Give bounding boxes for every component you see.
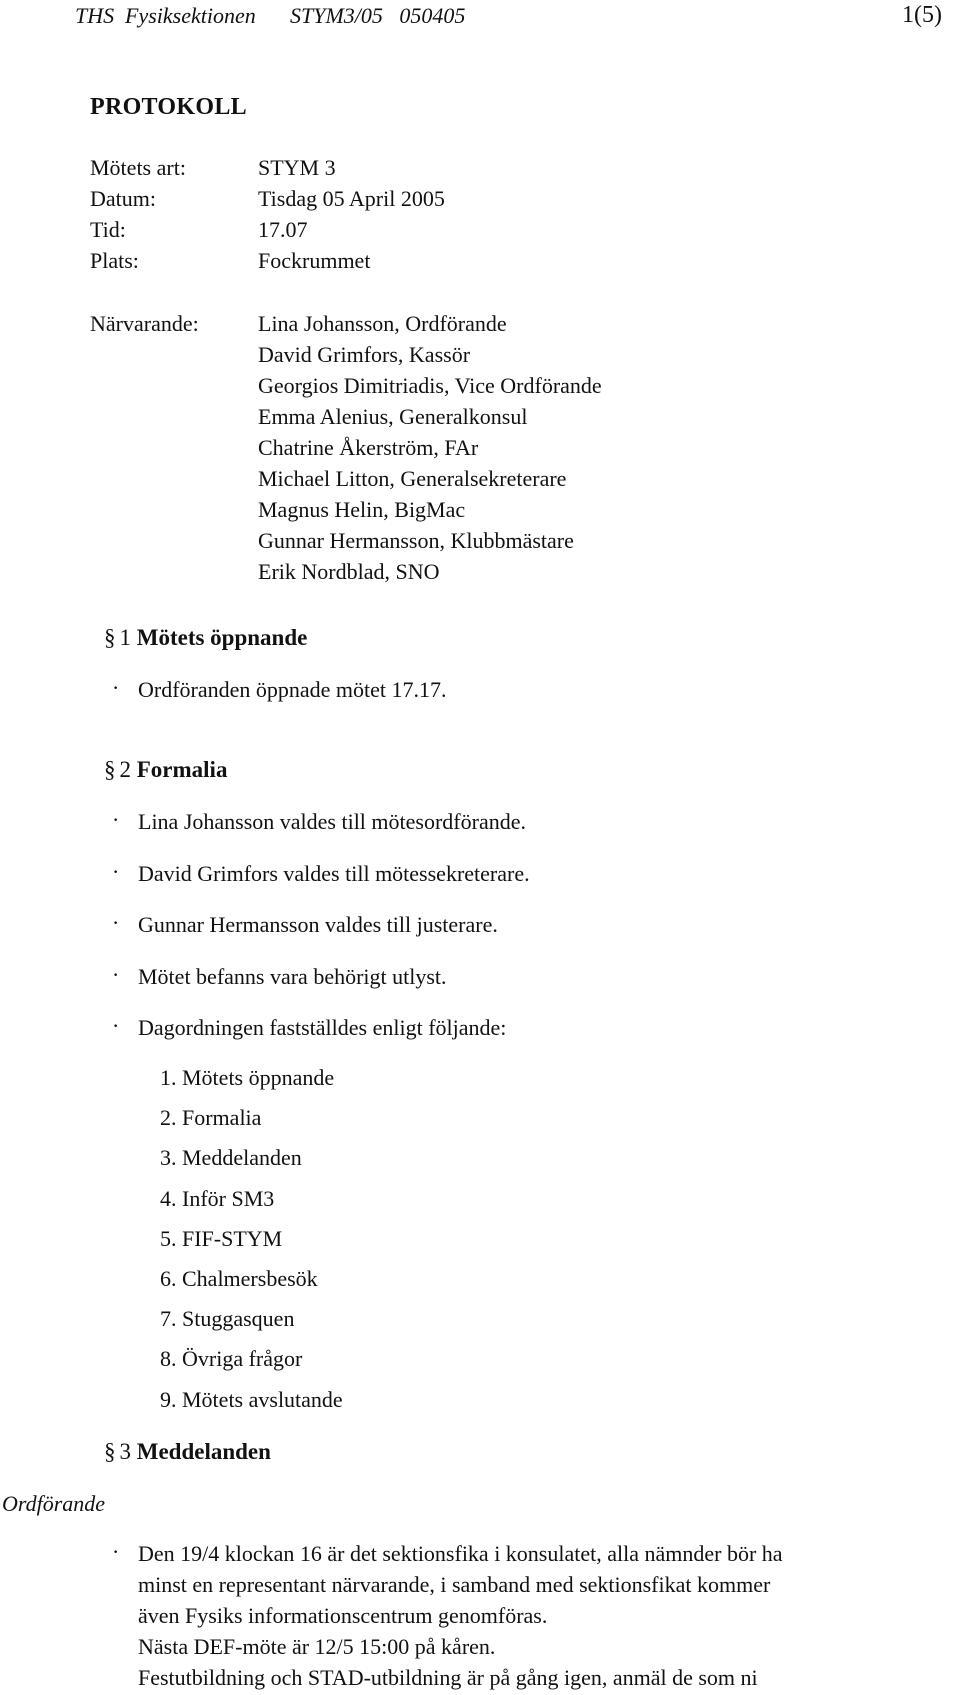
bullet-dot: · bbox=[112, 1539, 120, 1564]
paragraph-line: även Fysiks informationscentrum genomföras. bbox=[138, 1603, 548, 1628]
meta-label: Datum: bbox=[90, 186, 156, 211]
section-number: 1 bbox=[119, 625, 131, 650]
agenda-item: 6. Chalmersbesök bbox=[160, 1265, 318, 1291]
bullet-dot: · bbox=[112, 675, 120, 700]
paragraph-line: minst en representant närvarande, i samband med sektionsfikat kommer bbox=[138, 1572, 771, 1597]
section-title: Meddelanden bbox=[136, 1439, 271, 1464]
attendee: Michael Litton, Generalsekreterare bbox=[258, 466, 567, 491]
attendee: Erik Nordblad, SNO bbox=[258, 559, 440, 584]
meta-label: Mötets art: bbox=[90, 155, 186, 180]
header-page-number: 1(5) bbox=[902, 2, 942, 28]
meta-label: Plats: bbox=[90, 248, 139, 273]
bullet-dot: · bbox=[112, 807, 120, 832]
meta-value: Tisdag 05 April 2005 bbox=[258, 186, 445, 211]
minute-text: Lina Johansson valdes till mötesordförande. bbox=[138, 809, 526, 834]
section-number: 3 bbox=[119, 1439, 131, 1464]
agenda-item: 5. FIF-STYM bbox=[160, 1225, 283, 1251]
paragraph-line: Nästa DEF-möte är 12/5 15:00 på kåren. bbox=[138, 1634, 496, 1659]
section-heading-3 bbox=[104, 1438, 271, 1467]
attendee: Emma Alenius, Generalkonsul bbox=[258, 404, 528, 429]
page-header bbox=[0, 0, 960, 32]
bullet-dot: · bbox=[112, 962, 120, 987]
paragraph-line: Den 19/4 klockan 16 är det sektionsfika i konsulatet, alla nämnder bör ha bbox=[138, 1541, 783, 1566]
paragraph-lines bbox=[138, 1540, 960, 1695]
meta-value: 17.07 bbox=[258, 217, 308, 242]
attendee: Magnus Helin, BigMac bbox=[258, 497, 466, 522]
section-sign: § bbox=[104, 1439, 116, 1464]
header-course: THS bbox=[75, 3, 115, 28]
minute-text: Ordföranden öppnade mötet 17.17. bbox=[138, 677, 447, 702]
attendee: Chatrine Åkerström, FAr bbox=[258, 435, 479, 460]
meta-value: STYM 3 bbox=[258, 155, 336, 180]
attendee: Gunnar Hermansson, Klubbmästare bbox=[258, 528, 574, 553]
section-sign: § bbox=[104, 757, 116, 782]
agenda-item: 3. Meddelanden bbox=[160, 1145, 302, 1171]
section-title: Formalia bbox=[136, 757, 228, 782]
agenda-item: 9. Mötets avslutande bbox=[160, 1386, 343, 1412]
agenda-list bbox=[160, 1064, 343, 1426]
bullet-dot: · bbox=[112, 859, 120, 884]
minute-text: David Grimfors valdes till mötessekreterare. bbox=[138, 861, 530, 886]
agenda-item: 2. Formalia bbox=[160, 1105, 262, 1131]
agenda-item: 4. Inför SM3 bbox=[160, 1185, 275, 1211]
header-section: Fysiksektionen bbox=[125, 3, 256, 28]
header-document-id: STYM3/05 050405 bbox=[290, 3, 466, 28]
bullet-dot: · bbox=[112, 910, 120, 935]
attendance-label: Närvarande: bbox=[90, 311, 199, 336]
section-number: 2 bbox=[119, 757, 131, 782]
attendance-list bbox=[258, 310, 602, 589]
meta-value: Fockrummet bbox=[258, 248, 371, 273]
minute-text: Gunnar Hermansson valdes till justerare. bbox=[138, 912, 498, 937]
bullet-dot: · bbox=[112, 1013, 120, 1038]
meta-label: Tid: bbox=[90, 217, 126, 242]
section-heading-2 bbox=[104, 756, 227, 785]
agenda-item: 8. Övriga frågor bbox=[160, 1346, 303, 1372]
attendee: Georgios Dimitriadis, Vice Ordförande bbox=[258, 373, 602, 398]
document-title: PROTOKOLL bbox=[90, 94, 247, 120]
section-sign: § bbox=[104, 625, 116, 650]
section-heading-1 bbox=[104, 624, 307, 653]
attendee: David Grimfors, Kassör bbox=[258, 342, 471, 367]
margin-note-responsible: Ordförande bbox=[2, 1491, 106, 1516]
section-title: Mötets öppnande bbox=[136, 625, 308, 650]
agenda-item: 7. Stuggasquen bbox=[160, 1306, 295, 1332]
minute-text: Mötet befanns vara behörigt utlyst. bbox=[138, 964, 447, 989]
agenda-item: 1. Mötets öppnande bbox=[160, 1065, 335, 1090]
minute-text: Dagordningen fastställdes enligt följande: bbox=[138, 1015, 507, 1040]
attendee: Lina Johansson, Ordförande bbox=[258, 311, 507, 336]
paragraph-line: Festutbildning och STAD-utbildning är på gång igen, anmäl de som ni bbox=[138, 1665, 758, 1690]
